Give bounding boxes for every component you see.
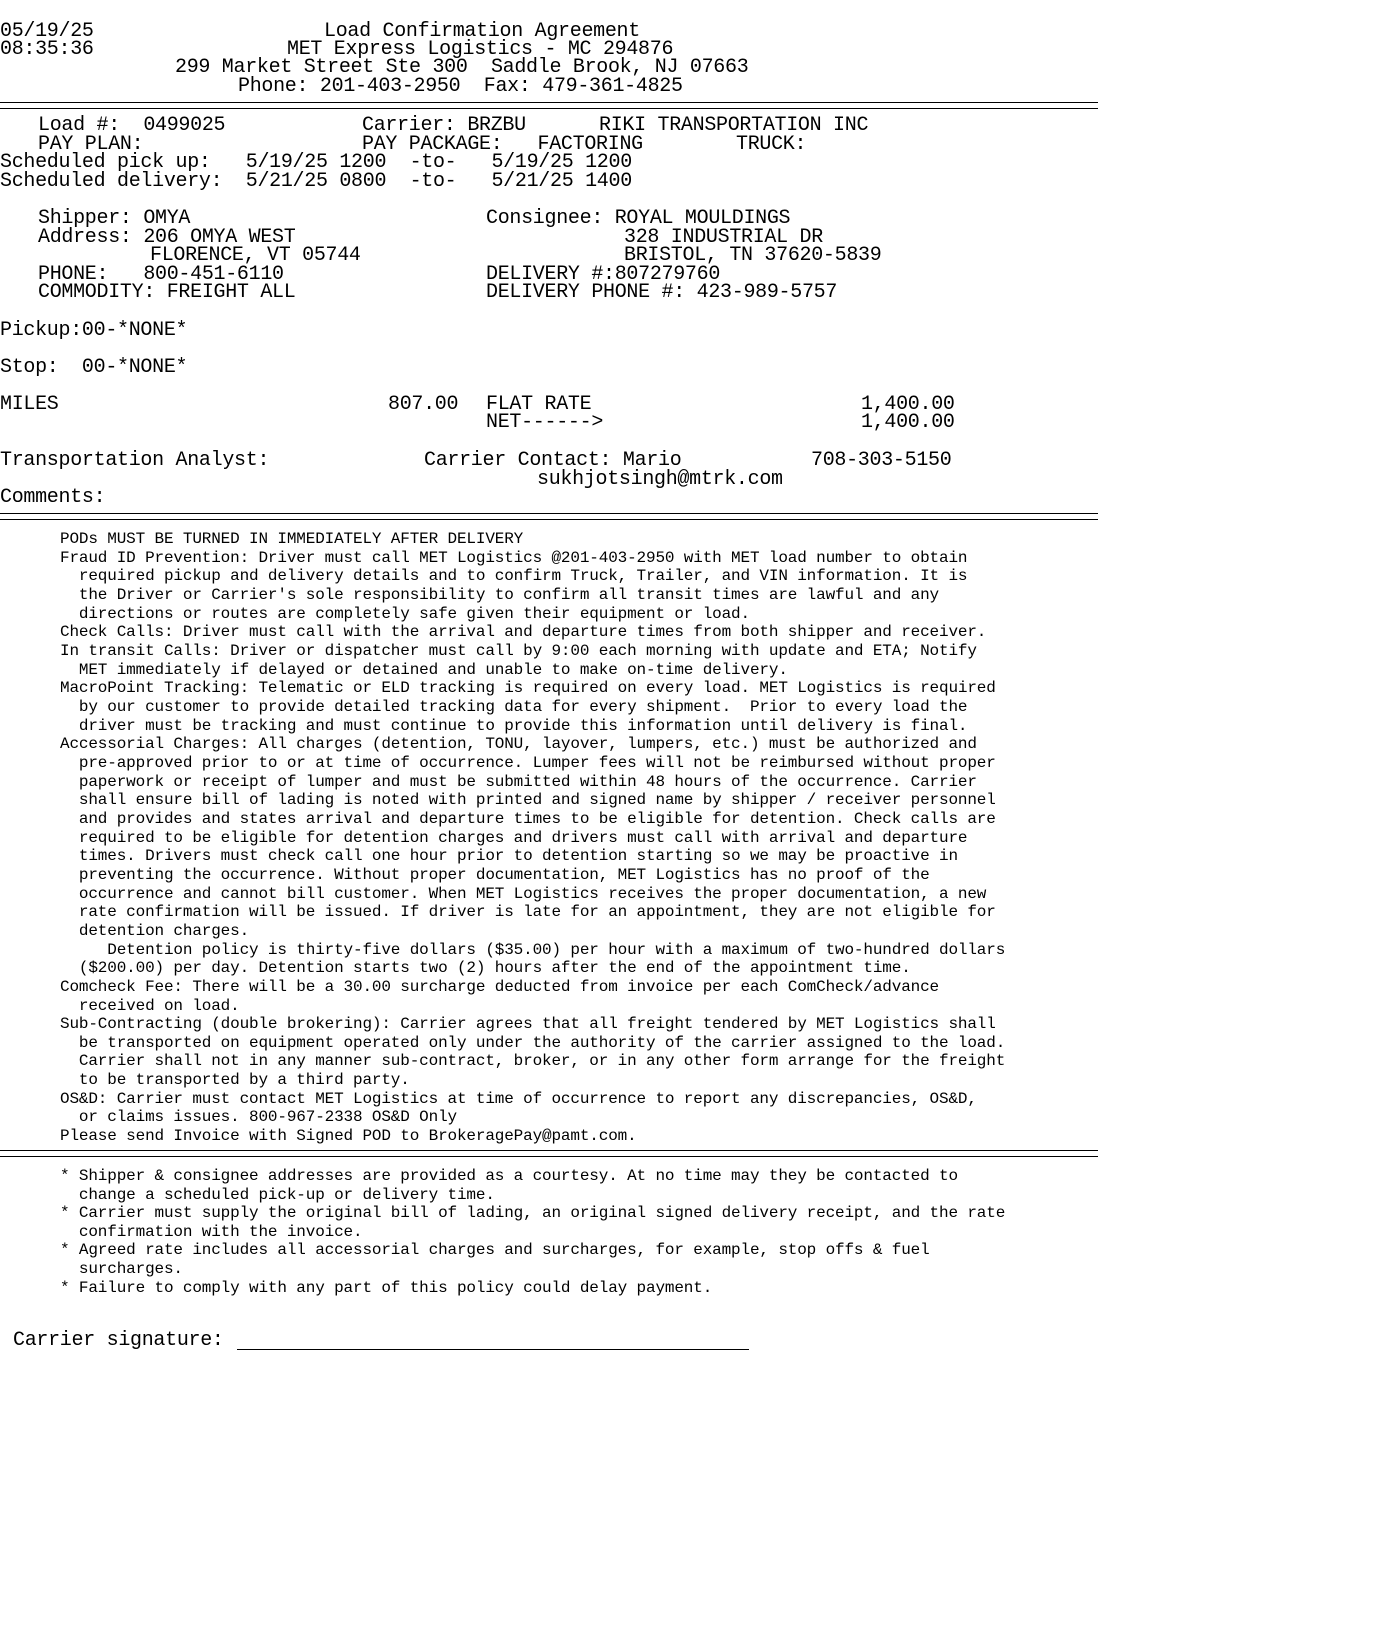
scheduled-delivery: Scheduled delivery: 5/21/25 0800 -to- 5/21/25 1400: [0, 170, 632, 193]
terms-line: Sub-Contracting (double brokering): Carrier agrees that all freight tendered by MET Logistics shall: [60, 1015, 996, 1034]
terms-line: the Driver or Carrier's sole responsibility to confirm all transit times are lawful and any: [60, 585, 939, 604]
document-title: Load Confirmation Agreement: [324, 20, 640, 43]
terms-line: Carrier shall not in any manner sub-contract, broker, or in any other form arrange for the freight: [60, 1052, 1006, 1071]
terms-line: required pickup and delivery details and to confirm Truck, Trailer, and VIN information. It is: [60, 567, 968, 586]
miles-label: MILES: [0, 393, 59, 416]
signature-line[interactable]: [237, 1332, 749, 1350]
separator-rule: [0, 513, 1098, 520]
transportation-analyst: Transportation Analyst:: [0, 449, 270, 472]
terms-line: directions or routes are completely safe given their equipment or load.: [60, 604, 750, 623]
terms-line: received on load.: [60, 996, 240, 1015]
notes-line: surcharges.: [60, 1260, 183, 1278]
carrier-contact-phone: 708-303-5150: [811, 449, 952, 472]
flat-rate-label: FLAT RATE: [486, 393, 592, 416]
carrier-code: Carrier: BRZBU: [362, 114, 526, 137]
delivery-phone: DELIVERY PHONE #: 423-989-5757: [486, 281, 838, 304]
terms-line: and provides and states arrival and departure times to be eligible for detention. Check calls are: [60, 809, 996, 828]
notes-line: * Agreed rate includes all accessorial charges and surcharges, for example, stop offs & fuel: [60, 1241, 930, 1260]
terms-line: PODs MUST BE TURNED IN IMMEDIATELY AFTER DELIVERY: [60, 530, 524, 548]
shipper-name: Shipper: OMYA: [38, 207, 191, 230]
consignee-name: Consignee: ROYAL MOULDINGS: [486, 207, 791, 230]
company-address: 299 Market Street Ste 300 Saddle Brook, NJ 07663: [175, 56, 749, 79]
comments-label: Comments:: [0, 486, 106, 509]
terms-line: preventing the occurrence. Without proper documentation, MET Logistics has no proof of the: [60, 865, 930, 884]
scheduled-pickup: Scheduled pick up: 5/19/25 1200 -to- 5/19/25 1200: [0, 151, 632, 174]
miles-value: 807.00: [388, 393, 459, 416]
signature-label: Carrier signature:: [13, 1329, 224, 1352]
terms-line: paperwork or receipt of lumper and must be submitted within 48 hours of the occurrence. Carrier: [60, 772, 977, 791]
notes-line: * Shipper & consignee addresses are provided as a courtesy. At no time may they be contacted to: [60, 1167, 958, 1185]
company-name: MET Express Logistics - MC 294876: [287, 38, 674, 61]
notes-line: confirmation with the invoice.: [60, 1222, 363, 1241]
delivery-number: DELIVERY #:807279760: [486, 263, 721, 286]
terms-line: MacroPoint Tracking: Telematic or ELD tracking is required on every load. MET Logistics is required: [60, 679, 996, 698]
terms-line: to be transported by a third party.: [60, 1071, 410, 1090]
shipper-address-line1: Address: 206 OMYA WEST: [38, 226, 296, 249]
separator-rule: [0, 102, 1098, 109]
terms-line: Comcheck Fee: There will be a 30.00 surcharge deducted from invoice per each ComCheck/advance: [60, 977, 939, 996]
intermediate-stop: Stop: 00-*NONE*: [0, 356, 188, 379]
terms-line: Check Calls: Driver must call with the arrival and departure times from both shipper and receiver.: [60, 623, 987, 642]
net-value: 1,400.00: [861, 411, 955, 434]
company-phone-fax: Phone: 201-403-2950 Fax: 479-361-4825: [238, 75, 683, 98]
notes-line: change a scheduled pick-up or delivery time.: [60, 1185, 495, 1204]
pickup-stop: Pickup:00-*NONE*: [0, 319, 188, 342]
terms-line: or claims issues. 800-967-2338 OS&D Only: [60, 1108, 457, 1127]
shipper-address-line2: FLORENCE, VT 05744: [150, 244, 361, 267]
pay-package: PAY PACKAGE: FACTORING: [362, 133, 643, 156]
consignee-address-line2: BRISTOL, TN 37620-5839: [624, 244, 882, 267]
terms-line: shall ensure bill of lading is noted with printed and signed name by shipper / receiver personnel: [60, 791, 996, 810]
net-label: NET------>: [486, 411, 604, 434]
terms-line: required to be eligible for detention charges and drivers must call with arrival and departure: [60, 828, 968, 847]
carrier-name: RIKI TRANSPORTATION INC: [599, 114, 869, 137]
consignee-address-line1: 328 INDUSTRIAL DR: [624, 226, 823, 249]
terms-line: be transported on equipment operated only under the authority of the carrier assigned to the load.: [60, 1033, 1006, 1052]
terms-line: driver must be tracking and must continue to provide this information until delivery is final.: [60, 716, 968, 735]
terms-line: MET immediately if delayed or detained and unable to make on-time delivery.: [60, 660, 788, 679]
terms-line: detention charges.: [60, 921, 250, 940]
terms-line: Accessorial Charges: All charges (detention, TONU, layover, lumpers, etc.) must be authorized and: [60, 735, 977, 754]
terms-line: pre-approved prior to or at time of occurrence. Lumper fees will not be reimbursed without proper: [60, 753, 996, 772]
load-number: Load #: 0499025: [38, 114, 226, 137]
print-time: 08:35:36: [0, 38, 94, 61]
commodity: COMMODITY: FREIGHT ALL: [38, 281, 296, 304]
terms-line: Fraud ID Prevention: Driver must call MET Logistics @201-403-2950 with MET load number to obtain: [60, 548, 968, 567]
print-date: 05/19/25: [0, 20, 94, 43]
carrier-contact-email: sukhjotsingh@mtrk.com: [537, 468, 783, 491]
terms-line: Detention policy is thirty-five dollars ($35.00) per hour with a maximum of two-hundred dollars: [60, 940, 1006, 959]
terms-line: times. Drivers must check call one hour prior to detention starting so we may be proactive in: [60, 847, 958, 866]
notes-line: * Failure to comply with any part of this policy could delay payment.: [60, 1278, 713, 1297]
separator-rule: [0, 1150, 1098, 1157]
shipper-phone: PHONE: 800-451-6110: [38, 263, 284, 286]
terms-line: occurrence and cannot bill customer. When MET Logistics receives the proper documentation, a new: [60, 884, 987, 903]
terms-line: by our customer to provide detailed tracking data for every shipment. Prior to every load the: [60, 697, 968, 716]
terms-line: In transit Calls: Driver or dispatcher must call by 9:00 each morning with update and ETA; Notify: [60, 641, 977, 660]
terms-line: OS&D: Carrier must contact MET Logistics at time of occurrence to report any discrepancies, OS&D,: [60, 1089, 977, 1108]
notes-line: * Carrier must supply the original bill of lading, an original signed delivery receipt, and the rate: [60, 1204, 1006, 1223]
carrier-contact: Carrier Contact: Mario: [424, 449, 682, 472]
truck-label: TRUCK:: [736, 133, 807, 156]
terms-line: ($200.00) per day. Detention starts two (2) hours after the end of the appointment time.: [60, 959, 911, 978]
terms-line: rate confirmation will be issued. If driver is late for an appointment, they are not eligible for: [60, 903, 996, 922]
terms-line: Please send Invoice with Signed POD to BrokeragePay@pamt.com.: [60, 1127, 637, 1146]
pay-plan: PAY PLAN:: [38, 133, 144, 156]
flat-rate-value: 1,400.00: [861, 393, 955, 416]
